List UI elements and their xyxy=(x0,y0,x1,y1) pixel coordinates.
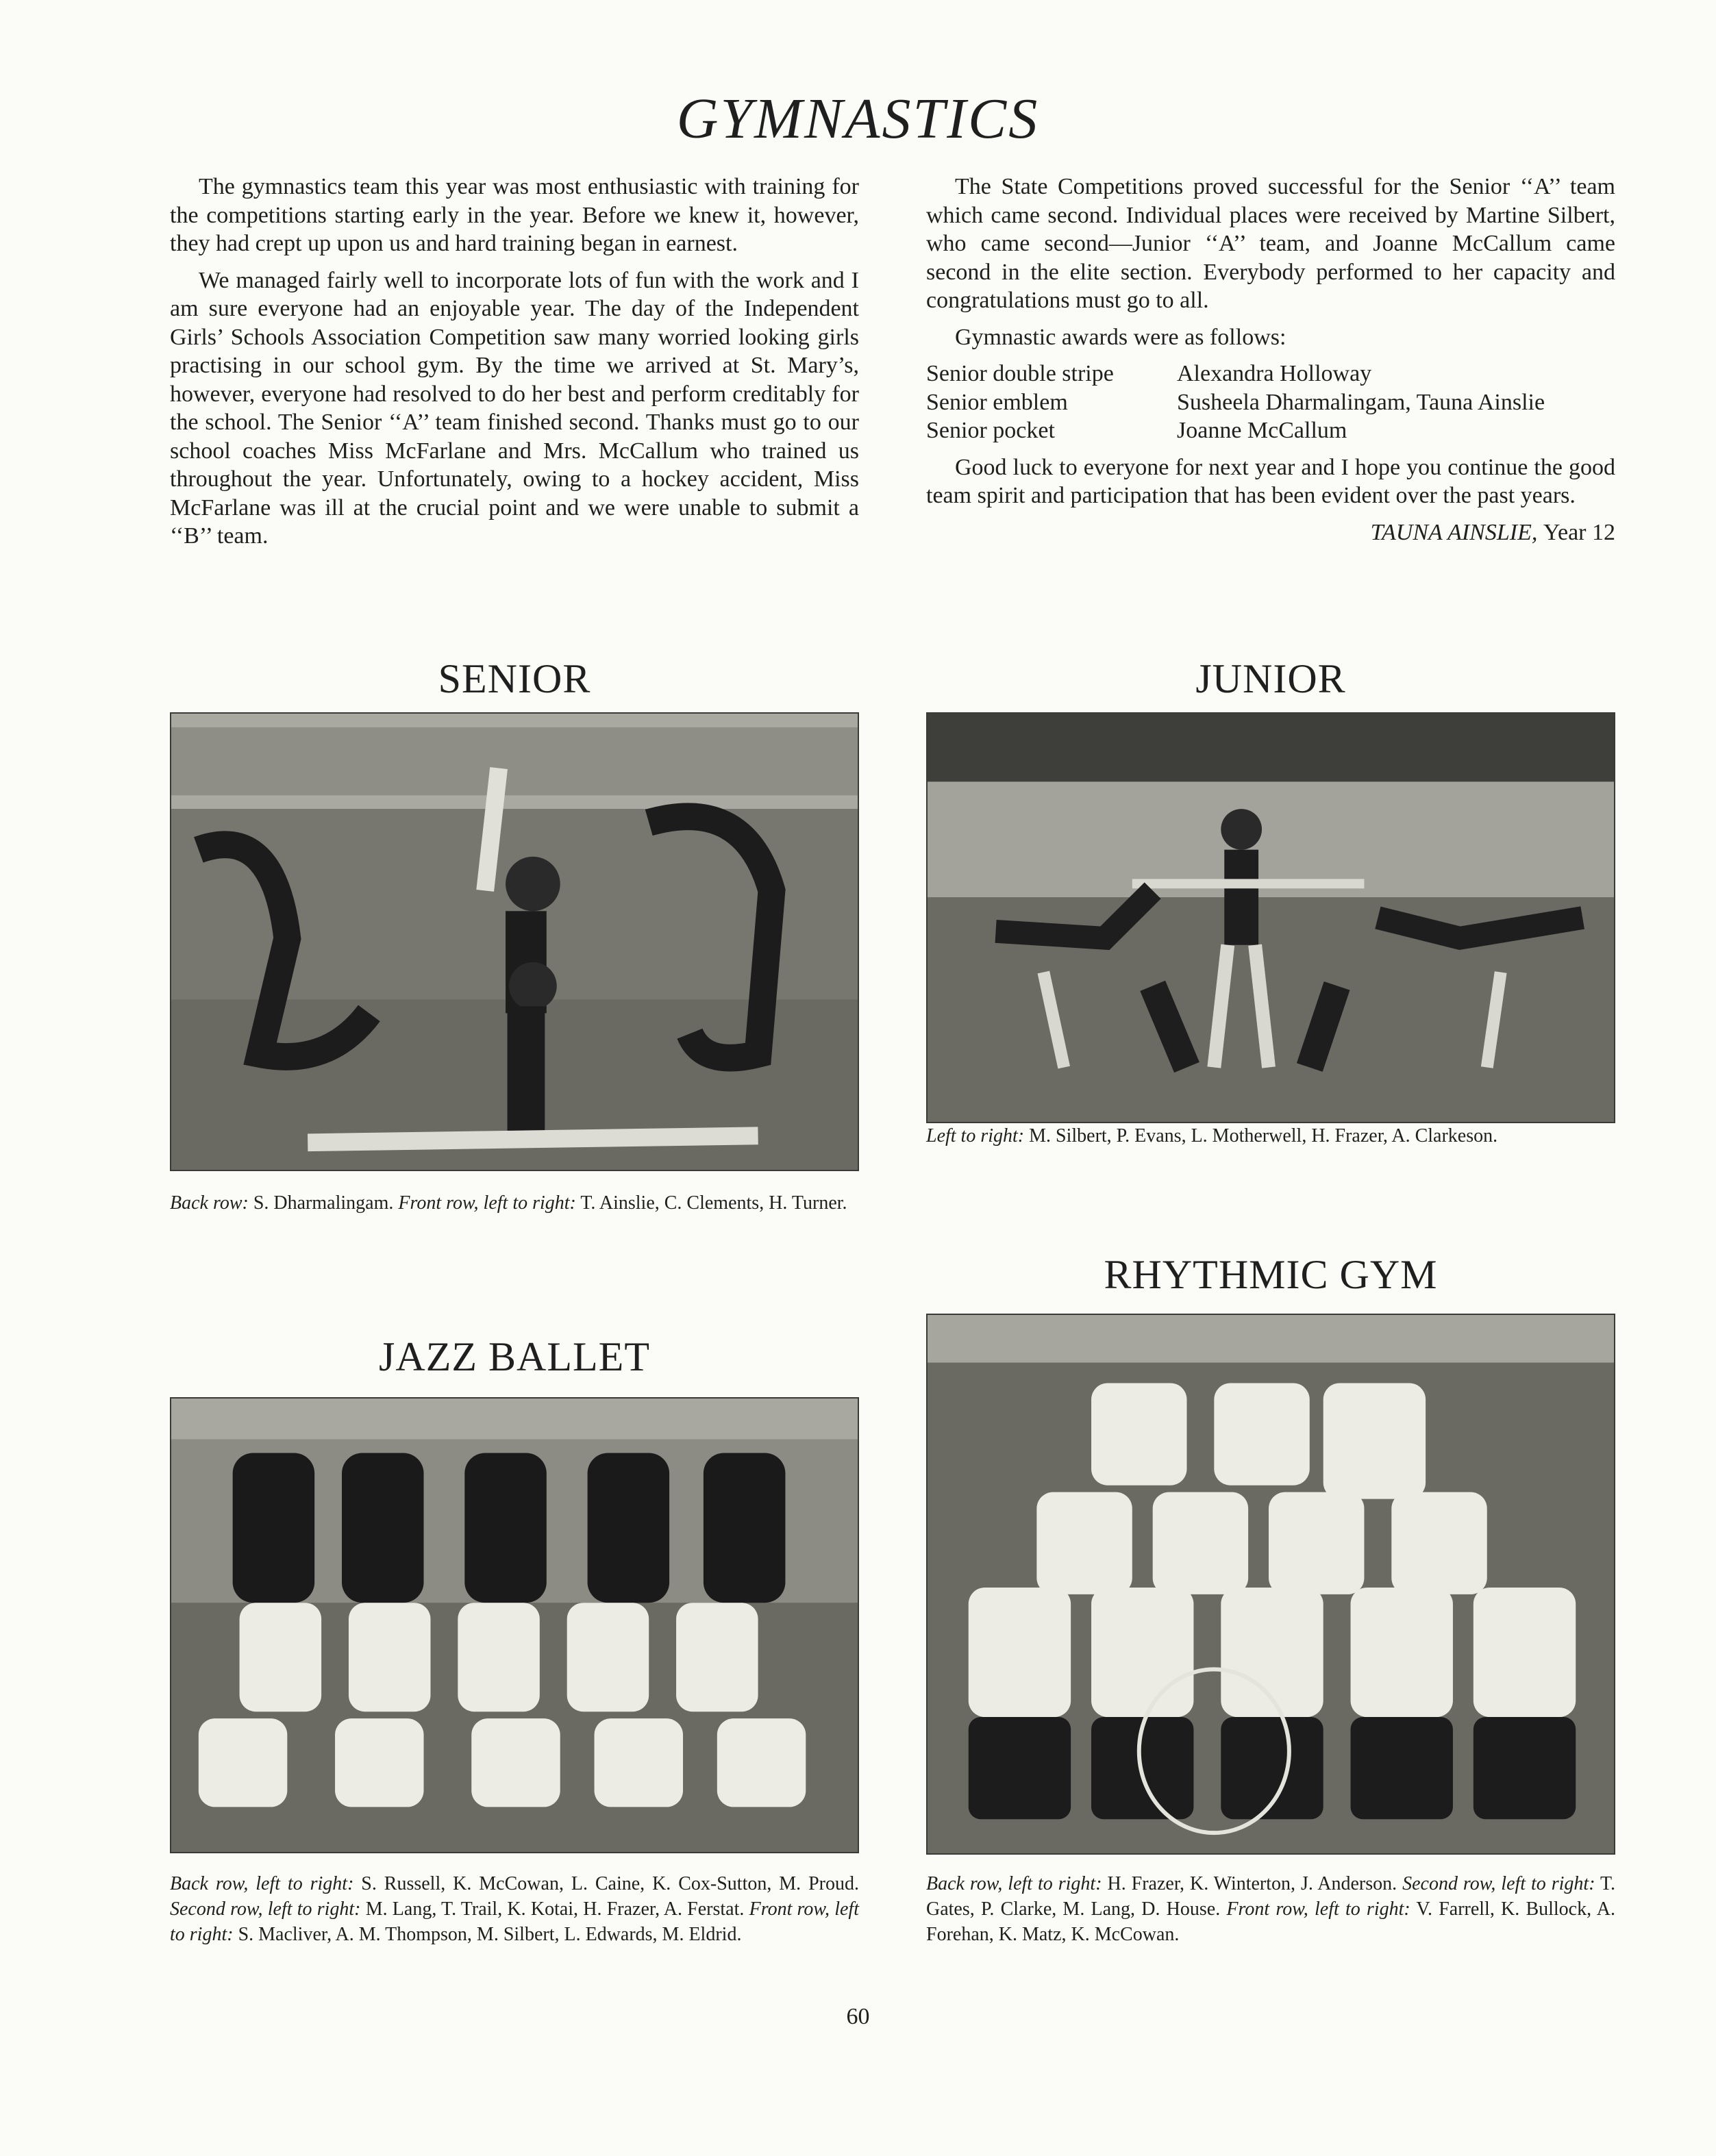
awards-list xyxy=(926,360,1615,445)
senior-caption xyxy=(170,1190,859,1216)
caption-label: Left to right: xyxy=(926,1125,1025,1146)
award-value: Alexandra Holloway xyxy=(1177,361,1372,386)
caption-label: Back row: xyxy=(170,1192,249,1214)
caption-names: V. Farrell, K. Bullock, A. Forehan, K. Matz, K. McCowan. xyxy=(926,1898,1615,1945)
caption-label: Front row, left to right: xyxy=(398,1192,576,1214)
caption-names: S. Dharmalingam. xyxy=(248,1192,399,1214)
award-row xyxy=(926,360,1615,388)
section-heading-jazz-ballet: JAZZ BALLET xyxy=(379,1334,650,1379)
author-year: Year 12 xyxy=(1543,519,1615,545)
junior-caption xyxy=(926,1123,1615,1149)
article-paragraph: Good luck to everyone for next year and I hope you continue the good team spirit and participation that has been evident over the past years. xyxy=(926,454,1615,508)
author-name: TAUNA AINSLIE, xyxy=(1370,519,1538,545)
caption-label: Back row, left to right: xyxy=(170,1873,354,1894)
award-row xyxy=(926,416,1615,445)
award-row xyxy=(926,388,1615,417)
award-label: Senior double stripe xyxy=(926,361,1114,386)
rhythmic-gym-caption xyxy=(926,1871,1615,1947)
award-label: Senior emblem xyxy=(926,389,1068,415)
caption-label: Second row, left to right: xyxy=(170,1898,361,1920)
article-right-column xyxy=(926,173,1615,547)
author-signature xyxy=(926,518,1615,547)
rhythmic-gym-photo xyxy=(926,1314,1615,1855)
jazz-ballet-photo xyxy=(170,1397,859,1853)
section-heading-junior: JUNIOR xyxy=(1195,656,1346,701)
caption-names: M. Silbert, P. Evans, L. Motherwell, H. Frazer, A. Clarkeson. xyxy=(1024,1125,1498,1146)
article-paragraph: The State Competitions proved successful for the Senior ‘‘A’’ team which came second. Individual places were received by Martine Silbert, who came second—Junior ‘‘A’’ team, and Joanne McCallum came second in the elite section. Everybody performed to her capacity and congratulations must go to all. xyxy=(926,174,1615,313)
caption-names: T. Ainslie, C. Clements, H. Turner. xyxy=(575,1192,847,1214)
caption-names: S. Macliver, A. M. Thompson, M. Silbert, L. Edwards, M. Eldrid. xyxy=(233,1924,742,1945)
jazz-ballet-caption xyxy=(170,1871,859,1947)
article-paragraph: The gymnastics team this year was most enthusiastic with training for the competitions starting early in the year. Before we knew it, however, they had crept up upon us and hard training began in earnest. xyxy=(170,174,859,256)
award-value: Susheela Dharmalingam, Tauna Ainslie xyxy=(1177,389,1545,415)
award-value: Joanne McCallum xyxy=(1177,418,1347,443)
caption-label: Front row, left to right: xyxy=(1226,1898,1410,1920)
caption-label: Back row, left to right: xyxy=(926,1873,1102,1894)
caption-label: Second row, left to right: xyxy=(1402,1873,1595,1894)
section-heading-senior: SENIOR xyxy=(438,656,591,701)
article-paragraph: We managed fairly well to incorporate lots of fun with the work and I am sure everyone had an enjoyable year. The day of the Independent Girls’ Schools Association Competition saw many worried looking girls practising in our school gym. By the time we arrived at St. Mary’s, however, everyone had resolved to do her best and perform creditably for the school. The Senior ‘‘A’’ team finished second. Thanks must go to our school coaches Miss McFarlane and Mrs. McCallum who trained us throughout the year. Unfortunately, owing to a hockey accident, Miss McFarlane was ill at the crucial point and we were unable to submit a ‘‘B’’ team. xyxy=(170,267,859,549)
article-left-column xyxy=(170,173,859,559)
senior-photo xyxy=(170,712,859,1171)
caption-label: Front row, left to right: xyxy=(170,1898,859,1945)
junior-photo xyxy=(926,712,1615,1123)
caption-names: H. Frazer, K. Winterton, J. Anderson. xyxy=(1102,1873,1403,1894)
page-number: 60 xyxy=(846,2004,870,2029)
caption-names: M. Lang, T. Trail, K. Kotai, H. Frazer, A. Ferstat. xyxy=(360,1898,749,1920)
awards-intro: Gymnastic awards were as follows: xyxy=(955,324,1286,350)
award-label: Senior pocket xyxy=(926,418,1055,443)
page-title: GYMNASTICS xyxy=(676,87,1040,151)
caption-names: S. Russell, K. McCowan, L. Caine, K. Cox-Sutton, M. Proud. xyxy=(353,1873,859,1894)
caption-names: T. Gates, P. Clarke, M. Lang, D. House. xyxy=(926,1873,1615,1920)
section-heading-rhythmic-gym: RHYTHMIC GYM xyxy=(1104,1252,1438,1297)
